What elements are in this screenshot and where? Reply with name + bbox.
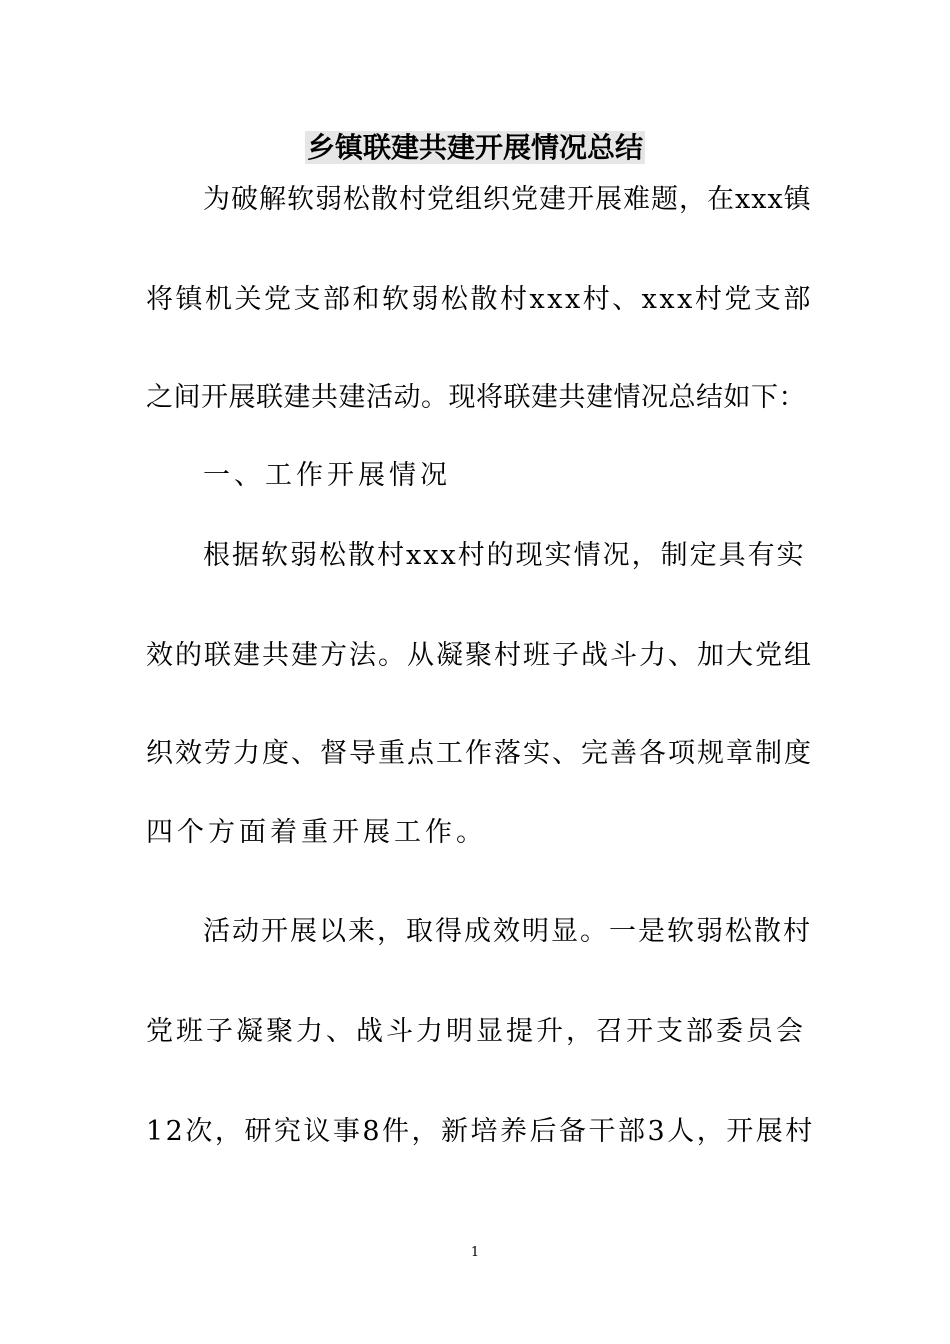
- page-number: 1: [470, 1245, 480, 1260]
- paragraph-line-7: 织效劳力度、督导重点工作落实、完善各项规章制度: [146, 738, 813, 769]
- paragraph-line-1: 为破解软弱松散村党组织党建开展难题，在xxx镇: [203, 184, 812, 215]
- paragraph-line-8: 四个方面着重开展工作。: [146, 817, 487, 848]
- paragraph-line-2: 将镇机关党支部和软弱松散村xxx村、xxx村党支部: [146, 284, 813, 315]
- paragraph-line-3: 之间开展联建共建活动。现将联建共建情况总结如下：: [146, 382, 806, 413]
- paragraph-line-6: 效的联建共建方法。从凝聚村班子战斗力、加大党组: [146, 640, 813, 671]
- document-title-text: 乡镇联建共建开展情况总结: [306, 131, 643, 164]
- paragraph-line-5: 根据软弱松散村xxx村的现实情况，制定具有实: [203, 540, 806, 571]
- paragraph-line-11: 12次，研究议事8件，新培养后备干部3人，开展村: [146, 1116, 815, 1147]
- paragraph-line-9: 活动开展以来，取得成效明显。一是软弱松散村: [203, 916, 812, 947]
- document-title: [0, 128, 950, 168]
- section-heading: 一、工作开展情况: [203, 460, 451, 491]
- paragraph-line-10: 党班子凝聚力、战斗力明显提升，召开支部委员会: [146, 1016, 806, 1047]
